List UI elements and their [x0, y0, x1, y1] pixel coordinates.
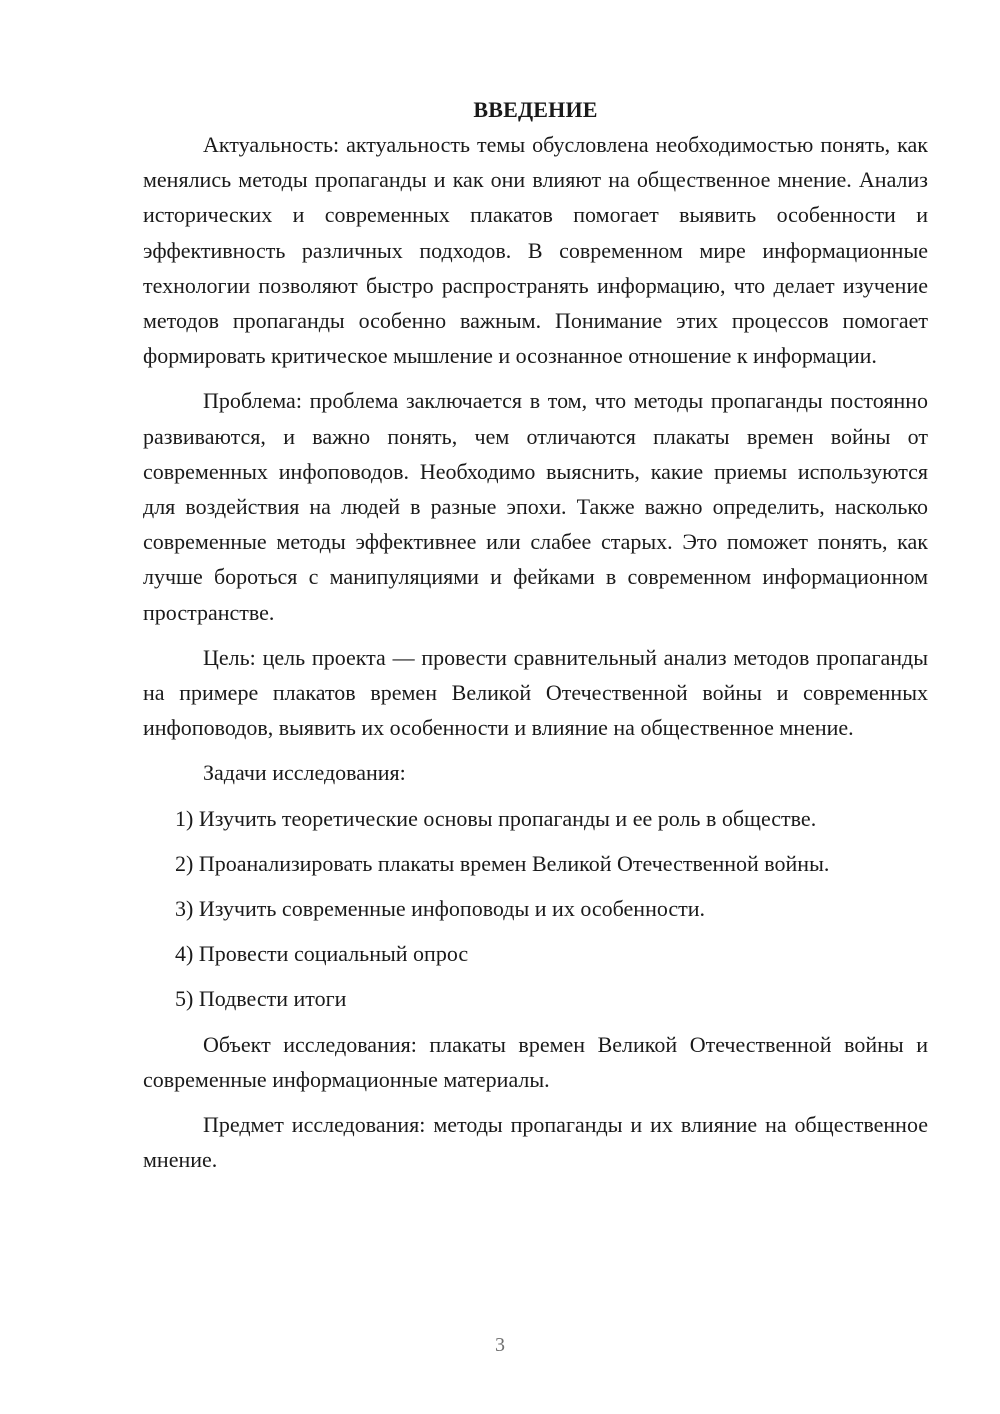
- tasks-list: [143, 801, 928, 1017]
- list-item: 2) Проанализировать плакаты времен Великой Отечественной войны.: [175, 850, 830, 876]
- paragraph-problem: Проблема: проблема заключается в том, что методы пропаганды постоянно развиваются, и важно понять, чем отличаются плакаты времен войны от современных инфоповодов. Необходимо выяснить, какие приемы используются для воздействия на людей в разные эпохи. Также важно определить, насколько современные методы эффективнее или слабее старых. Это поможет понять, как лучше бороться с манипуляциями и фейками в современном информационном пространстве.: [143, 388, 928, 625]
- page-title: ВВЕДЕНИЕ: [473, 97, 598, 122]
- list-item: 1) Изучить теоретические основы пропаганды и ее роль в обществе.: [175, 805, 817, 831]
- list-item: 5) Подвести итоги: [175, 986, 347, 1012]
- tasks-heading: Задачи исследования:: [203, 760, 406, 786]
- page-number: 3: [495, 1334, 505, 1356]
- list-item: 3) Изучить современные инфоповоды и их особенности.: [175, 896, 706, 922]
- paragraph-relevance: Актуальность: актуальность темы обусловлена необходимостью понять, как менялись методы пропаганды и как они влияют на общественное мнение. Анализ исторических и современных плакатов помогает выявить особенности и эффективность различных подходов. В современном мире информационные технологии позволяют быстро распространять информацию, что делает изучение методов пропаганды особенно важным. Понимание этих процессов помогает формировать критическое мышление и осознанное отношение к информации.: [143, 132, 928, 369]
- list-item: 4) Провести социальный опрос: [175, 941, 469, 967]
- document-page: [143, 92, 928, 1187]
- paragraph-goal: Цель: цель проекта — провести сравнительный анализ методов пропаганды на примере плакатов времен Великой Отечественной войны и современных инфоповодов, выявить их особенности и влияние на общественное мнение.: [143, 644, 928, 741]
- paragraph-object: Объект исследования: плакаты времен Великой Отечественной войны и современные информационные материалы.: [143, 1031, 928, 1092]
- paragraph-subject: Предмет исследования: методы пропаганды и их влияние на общественное мнение.: [143, 1112, 928, 1173]
